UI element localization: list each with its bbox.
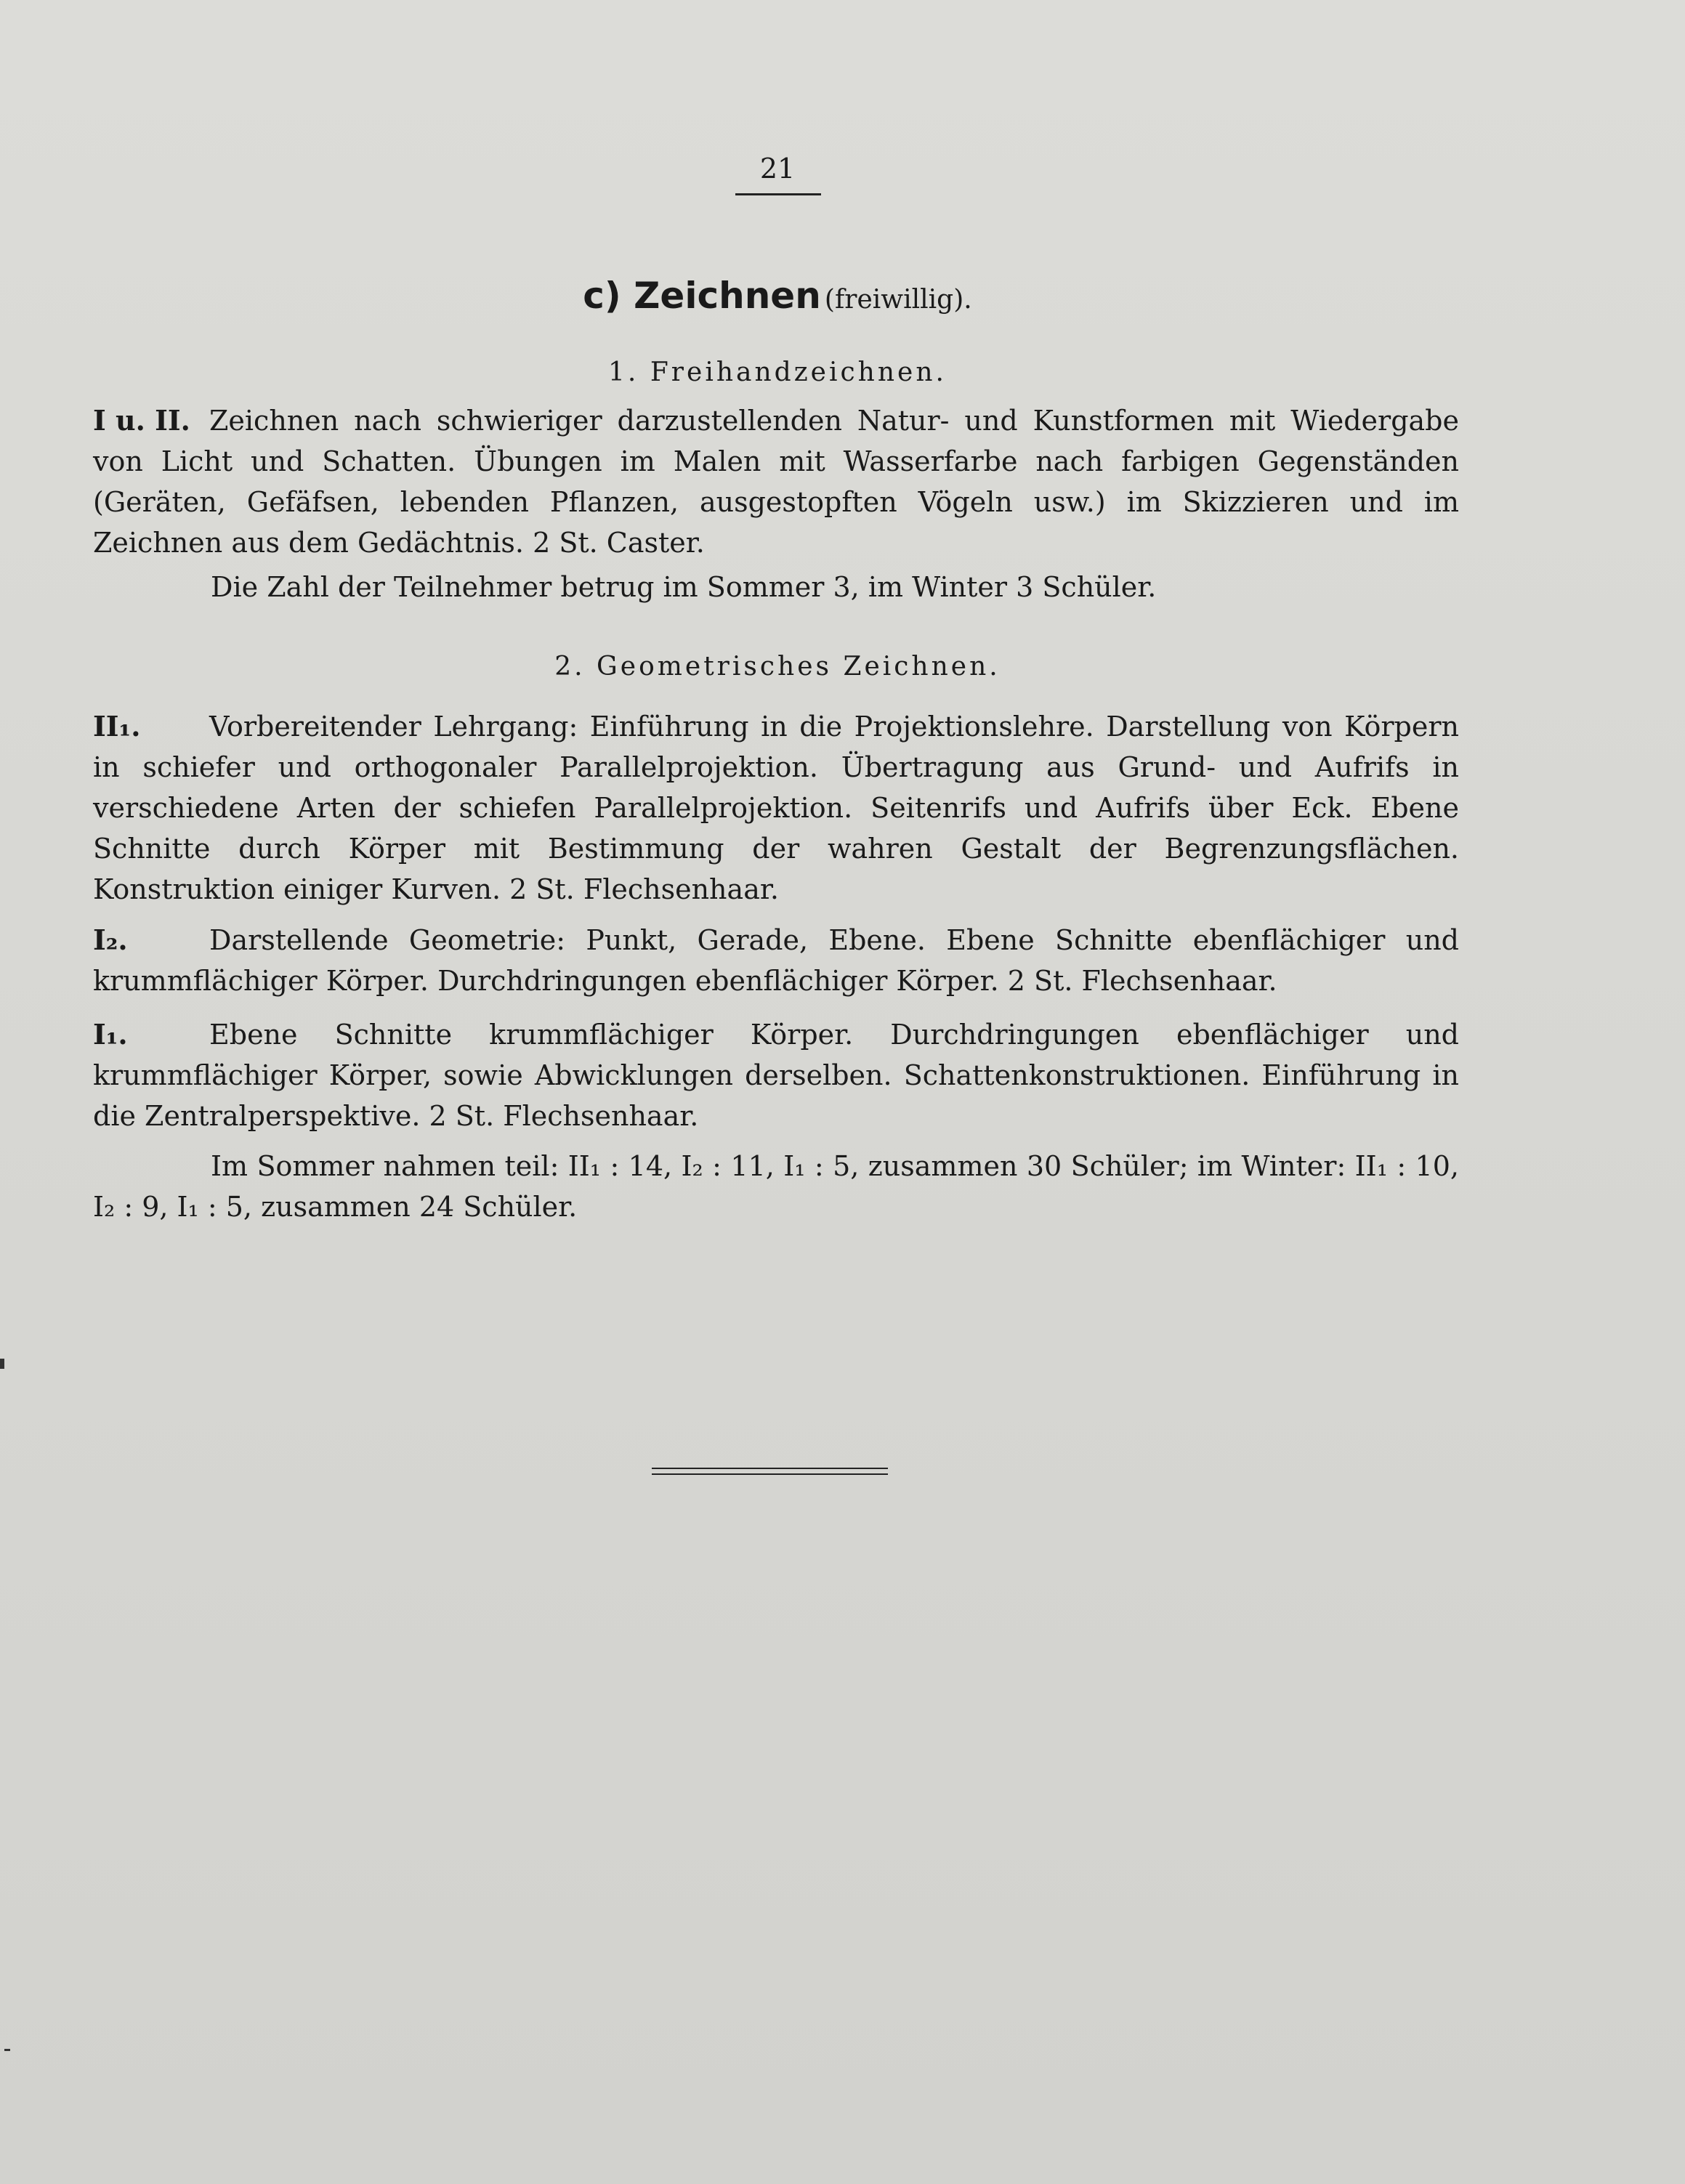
paragraph-lead: I₁. xyxy=(93,1018,128,1051)
closing-rule xyxy=(652,1468,888,1475)
title-sub: (freiwillig). xyxy=(824,285,972,315)
paragraph-ii1 xyxy=(93,706,1459,910)
paragraph-body: Ebene Schnitte krummflächiger Körper. Durchdringungen ebenflächiger und krummflächiger Körper, sowie Abwicklungen derselben. Schattenkonstruktionen. Einführung in die Zentralperspektive. 2 St. Flechsenhaar. xyxy=(93,1019,1459,1132)
paragraph-lead: I₂. xyxy=(93,923,128,956)
paragraph-body: Vorbereitender Lehrgang: Einführung in die Projektionslehre. Darstellung von Körpern in schiefer und orthogonaler Parallelprojektion. Übertragung aus Grund- und Aufrifs in verschiedene Arten der schiefen Parallelprojektion. Seitenrifs und Aufrifs über Eck. Ebene Schnitte durch Körper mit Bestimmung der wahren Gestalt der Begrenzungsflächen. Konstruktion einiger Kurven. 2 St. Flechsenhaar. xyxy=(93,711,1459,905)
heading-geometrisches-zeichnen: 2. Geometrisches Zeichnen. xyxy=(554,652,1001,682)
heading-freihandzeichnen: 1. Freihandzeichnen. xyxy=(608,357,947,387)
paragraph-freihand-description xyxy=(93,400,1459,563)
page-number-rule xyxy=(735,193,821,195)
scan-mark xyxy=(0,1359,4,1369)
paragraph-participants-freihand: Die Zahl der Teilnehmer betrug im Sommer 3, im Winter 3 Schüler. xyxy=(211,571,1157,603)
page-number: 21 xyxy=(759,153,796,185)
paragraph-lead: II₁. xyxy=(93,710,141,743)
paragraph-body: Darstellende Geometrie: Punkt, Gerade, Ebene. Ebene Schnitte ebenflächiger und krummflächiger Körper. Durchdringungen ebenflächiger Körper. 2 St. Flechsenhaar. xyxy=(93,924,1459,997)
title-main: c) Zeichnen xyxy=(583,275,821,317)
paragraph-i2 xyxy=(93,920,1459,1001)
scan-mark xyxy=(4,2049,10,2051)
paragraph-i1 xyxy=(93,1014,1459,1136)
paragraph-participants-geometrisch: Im Sommer nahmen teil: II₁ : 14, I₂ : 11, I₁ : 5, zusammen 30 Schüler; im Winter: II₁ : 10, I₂ : 9, I₁ : 5, zusammen 24 Schüler. xyxy=(93,1150,1459,1223)
section-title xyxy=(0,275,1555,317)
paragraph-body: Zeichnen nach schwieriger darzustellenden Natur- und Kunstformen mit Wiedergabe von Licht und Schatten. Übungen im Malen mit Wasserfarbe nach farbigen Gegenständen (Geräten, Gefäfsen, lebenden Pflanzen, ausgestopften Vögeln usw.) im Skizzieren und im Zeichnen aus dem Gedächtnis. 2 St. Caster. xyxy=(93,405,1459,559)
paragraph-lead: I u. II. xyxy=(93,404,190,437)
